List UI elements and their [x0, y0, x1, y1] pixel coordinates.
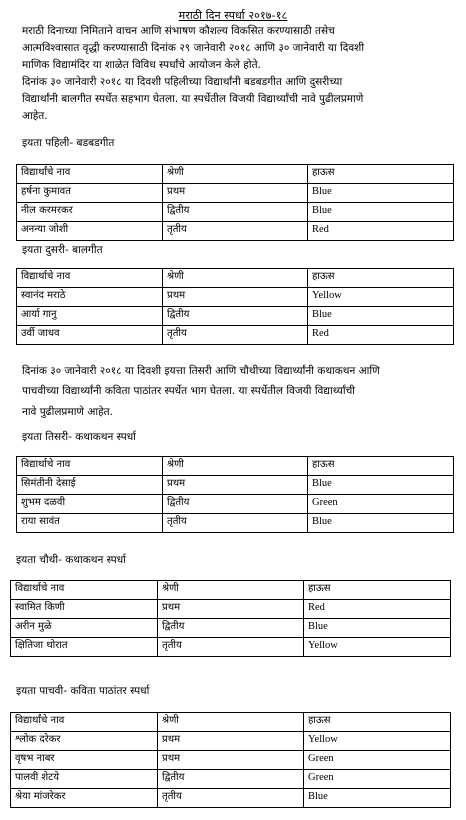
house-cell: Blue — [304, 789, 451, 808]
winners-table — [16, 164, 454, 241]
house-cell: Red — [308, 326, 454, 345]
intro-line: आत्मविश्वासात वृद्धी करण्यासाठी दिनांक २९ जानेवारी २०१८ आणि ३० जानेवारी या दिवशी — [22, 42, 365, 54]
header-cell: विद्यार्थांचे नाव — [11, 713, 158, 732]
table-row — [17, 514, 454, 533]
rank-cell: द्वितीय — [158, 770, 304, 789]
winners-table — [16, 268, 454, 345]
table-row — [11, 600, 451, 619]
middle-line: नावे पुढीलप्रमाणे आहेत. — [22, 406, 113, 418]
rank-cell: प्रथम — [158, 751, 304, 770]
winners-table — [10, 580, 451, 657]
table-row — [11, 770, 451, 789]
rank-cell: द्वितीय — [158, 619, 304, 638]
table-row — [17, 184, 454, 203]
table-row — [17, 326, 454, 345]
intro-line: मराठी दिनाच्या निमिताने वाचन आणि संभाषण कौशल्य विकसित करण्यासाठी तसेच — [22, 25, 335, 37]
rank-cell: तृतीय — [163, 222, 308, 241]
name-cell: राया सावंत — [17, 514, 163, 533]
intro-line: दिनांक ३० जानेवारी २०१८ या दिवशी पहिलीच्या विद्यार्थांनी बडबडगीत आणि दुसरीच्या — [22, 76, 343, 88]
table-header-row — [11, 581, 451, 600]
name-cell: क्षितिजा थोरात — [11, 638, 158, 657]
house-cell: Green — [308, 495, 454, 514]
header-cell: विद्यार्थाचे नाव — [17, 269, 163, 288]
intro-line: आहेत. — [22, 110, 48, 122]
table-header-row — [17, 165, 454, 184]
table-row — [17, 307, 454, 326]
name-cell: आर्या गानु — [17, 307, 163, 326]
name-cell: श्रेया मांजरेकर — [11, 789, 158, 808]
table-row — [11, 638, 451, 657]
table-header-row — [17, 457, 454, 476]
name-cell: वृषभ नाबर — [11, 751, 158, 770]
intro-line: विद्यार्थांनी बालगीत स्पर्धेत सहभाग घेतला. या स्पर्धेतील विजयी विद्यार्थ्यांची नावे पुढीलप्रमाणे — [22, 93, 364, 105]
rank-cell: द्वितीय — [163, 203, 308, 222]
house-cell: Red — [308, 222, 454, 241]
table-header-row — [17, 269, 454, 288]
rank-cell: तृतीय — [163, 326, 308, 345]
header-cell: हाऊस — [304, 713, 451, 732]
table-row — [11, 732, 451, 751]
page-title: मराठी दिन स्पर्धा २०१७-१८ — [178, 9, 288, 22]
house-cell: Yellow — [304, 732, 451, 751]
house-cell: Blue — [308, 203, 454, 222]
name-cell: स्वामित किणी — [11, 600, 158, 619]
table-row — [11, 789, 451, 808]
winners-table — [10, 712, 451, 808]
house-cell: Green — [304, 770, 451, 789]
table-header-row — [11, 713, 451, 732]
header-cell: श्रेणी — [163, 457, 308, 476]
rank-cell: प्रथम — [163, 476, 308, 495]
section-heading: इयता दुसरी- बालगीत — [22, 244, 103, 256]
table-row — [17, 222, 454, 241]
name-cell: उर्वी जाधव — [17, 326, 163, 345]
rank-cell: प्रथम — [158, 732, 304, 751]
name-cell: स्वानंद मराठे — [17, 288, 163, 307]
house-cell: Green — [304, 751, 451, 770]
header-cell: श्रेणी — [158, 713, 304, 732]
table-row — [17, 288, 454, 307]
table-row — [11, 751, 451, 770]
house-cell: Yellow — [308, 288, 454, 307]
house-cell: Blue — [308, 514, 454, 533]
header-cell: विद्यार्थाचे नाव — [11, 581, 158, 600]
section-heading: इयता पाचवी- कविता पाठांतर स्पर्धा — [16, 685, 150, 697]
rank-cell: प्रथम — [163, 288, 308, 307]
table-row — [11, 619, 451, 638]
house-cell: Blue — [308, 476, 454, 495]
name-cell: नील करमरकर — [17, 203, 163, 222]
header-cell: श्रेणी — [163, 269, 308, 288]
house-cell: Blue — [304, 619, 451, 638]
house-cell: Blue — [308, 184, 454, 203]
table-row — [17, 495, 454, 514]
intro-line: माणिक विद्यामंदिर या शाळेत विविध स्पर्धांचे आयोजन केले होते. — [22, 59, 261, 71]
table-row — [17, 476, 454, 495]
name-cell: सिमंतीनी देसाई — [17, 476, 163, 495]
rank-cell: प्रथम — [163, 184, 308, 203]
header-cell: हाऊस — [308, 269, 454, 288]
name-cell: अरीन मुळे — [11, 619, 158, 638]
header-cell: हाऊस — [304, 581, 451, 600]
house-cell: Blue — [308, 307, 454, 326]
rank-cell: तृतीय — [158, 789, 304, 808]
name-cell: श्लोक दरेकर — [11, 732, 158, 751]
middle-line: पाचवीच्या विद्यार्थ्यांनी कविता पाठांतर स्पर्धेत भाग घेतला. या स्पर्धेतील विजयी विद्यार्थ्यांची — [22, 385, 355, 397]
header-cell: श्रेणी — [163, 165, 308, 184]
header-cell: हाऊस — [308, 165, 454, 184]
house-cell: Yellow — [304, 638, 451, 657]
section-heading: इयता पहिली- बडबडगीत — [22, 137, 115, 149]
table-row — [17, 203, 454, 222]
header-cell: विद्यार्थाचे नाव — [17, 457, 163, 476]
header-cell: श्रेणी — [158, 581, 304, 600]
name-cell: हर्षना कुमावत — [17, 184, 163, 203]
section-heading: इयता चौथी- कथाकथन स्पर्धा — [16, 554, 126, 566]
name-cell: शुभम दळवी — [17, 495, 163, 514]
header-cell: विद्यार्थांचे नाव — [17, 165, 163, 184]
house-cell: Red — [304, 600, 451, 619]
rank-cell: प्रथम — [158, 600, 304, 619]
rank-cell: द्वितीय — [163, 495, 308, 514]
name-cell: अनन्या जोशी — [17, 222, 163, 241]
winners-table — [16, 456, 454, 533]
rank-cell: तृतीय — [163, 514, 308, 533]
rank-cell: तृतीय — [158, 638, 304, 657]
section-heading: इयता तिसरी- कथाकथन स्पर्धा — [22, 431, 136, 443]
name-cell: पालवी शेटये — [11, 770, 158, 789]
middle-line: दिनांक ३० जानेवारी २०१८ या दिवशी इयत्ता तिसरी आणि चौथीच्या विद्यार्थ्यांनी कथाकथन आणि — [22, 365, 380, 377]
header-cell: हाऊस — [308, 457, 454, 476]
rank-cell: द्वितीय — [163, 307, 308, 326]
